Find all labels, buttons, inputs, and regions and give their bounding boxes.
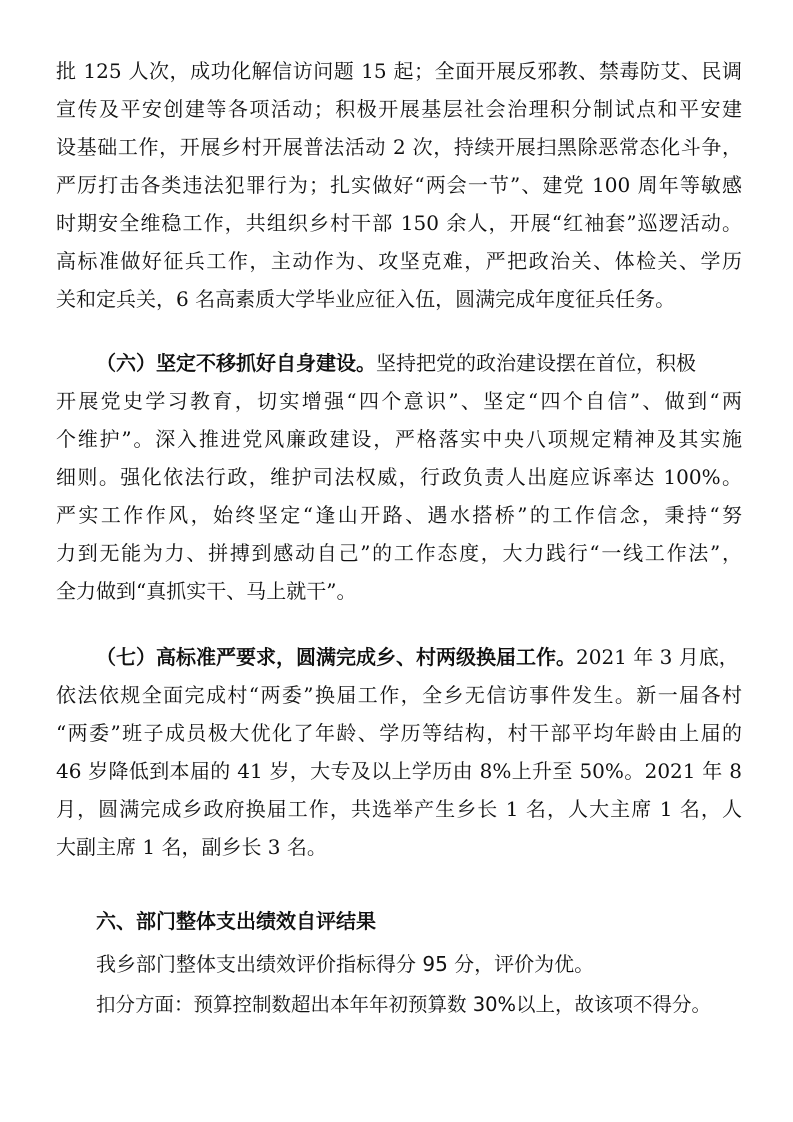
section6-line-1: 我乡部门整体支出绩效评价指标得分 95 分，评价为优。	[96, 952, 595, 976]
para1-line-5: 时期安全维稳工作，共组织乡村干部 150 余人，开展“红袖套”巡逻活动。	[56, 211, 742, 235]
para2-title: （六）坚定不移抓好自身建设。	[96, 351, 376, 375]
para2-line-3: 个维护”。深入推进党风廉政建设，严格落实中央八项规定精神及其实施	[56, 427, 742, 451]
para3-line-3: “两委”班子成员极大优化了年龄、学历等结构，村干部平均年龄由上届的	[56, 721, 742, 745]
para1-line-2: 宣传及平安创建等各项活动；积极开展基层社会治理积分制试点和平安建	[56, 97, 742, 121]
section6-line-2: 扣分方面：预算控制数超出本年年初预算数 30%以上，故该项不得分。	[96, 993, 712, 1016]
para3-title: （七）高标准严要求，圆满完成乡、村两级换届工作。	[96, 645, 576, 669]
para2-line-5: 严实工作作风，始终坚定“逢山开路、遇水搭桥”的工作信念，秉持“努	[56, 503, 742, 527]
para2-first-line	[96, 344, 742, 382]
para3-first-line	[96, 638, 742, 676]
para1-line-3: 设基础工作，开展乡村开展普法活动 2 次，持续开展扫黑除恶常态化斗争，	[56, 135, 742, 159]
para3-first-rest: 2021 年 3 月底，	[576, 645, 739, 669]
section6-heading: 六、部门整体支出绩效自评结果	[96, 909, 376, 933]
para2-line-7: 全力做到“真抓实干、马上就干”。	[56, 579, 357, 603]
para1-line-6: 高标准做好征兵工作，主动作为、攻坚克难，严把政治关、体检关、学历	[56, 249, 742, 273]
para2-line-6: 力到无能为力、拼搏到感动自己”的工作态度，大力践行“一线工作法”，	[56, 541, 742, 565]
para1-line-4: 严厉打击各类违法犯罪行为；扎实做好“两会一节”、建党 100 周年等敏感	[56, 173, 742, 197]
para3-line-2: 依法依规全面完成村“两委”换届工作，全乡无信访事件发生。新一届各村	[56, 683, 742, 707]
para1-line-7: 关和定兵关，6 名高素质大学毕业应征入伍，圆满完成年度征兵任务。	[56, 287, 676, 311]
para3-line-4: 46 岁降低到本届的 41 岁，大专及以上学历由 8%上升至 50%。2021 年 8	[56, 759, 742, 783]
para1-line-1: 批 125 人次，成功化解信访问题 15 起；全面开展反邪教、禁毒防艾、民调	[56, 59, 742, 83]
para2-line-2: 开展党史学习教育，切实增强“四个意识”、坚定“四个自信”、做到“两	[56, 389, 742, 413]
para3-line-6: 大副主席 1 名，副乡长 3 名。	[56, 835, 327, 859]
para2-first-rest: 坚持把党的政治建设摆在首位，积极	[376, 351, 696, 375]
para3-line-5: 月，圆满完成乡政府换届工作，共选举产生乡长 1 名，人大主席 1 名，人	[56, 797, 742, 821]
para2-line-4: 细则。强化依法行政，维护司法权威，行政负责人出庭应诉率达 100%。	[56, 465, 742, 489]
